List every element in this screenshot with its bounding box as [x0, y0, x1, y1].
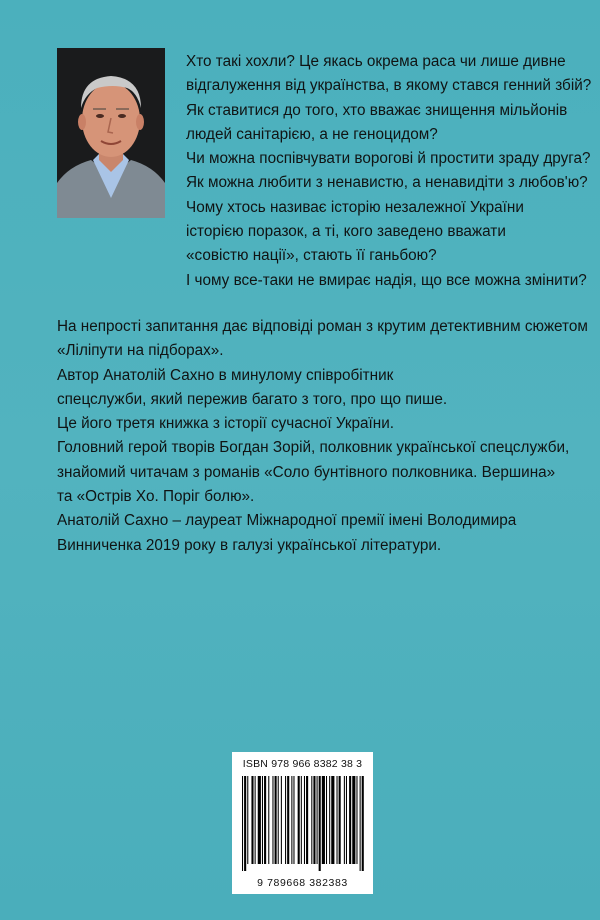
barcode-bar	[268, 776, 269, 864]
description-line: знайомий читачам з романів «Соло бунтівного полковника. Вершина»	[57, 463, 556, 481]
question-line: Хто такі хохли? Це якась окрема раса чи лише дивне	[186, 53, 566, 70]
isbn-label: ISBN 978 966 8382 38 3	[242, 758, 363, 770]
question-line: людей санітарією, а не геноцидом?	[186, 125, 438, 143]
barcode-bar	[291, 776, 292, 864]
barcode-bar	[313, 776, 315, 864]
barcode-bar	[337, 776, 338, 864]
barcode-bar	[285, 776, 286, 864]
barcode-digits: 9 789668 382383	[257, 877, 348, 889]
description-line: На непрості запитання дає відповіді роман з крутим детективним сюжетом	[57, 318, 588, 335]
barcode-bar	[301, 776, 302, 864]
description-line: «Ліліпути на підборах».	[57, 342, 224, 360]
description-line: Винниченка 2019 року в галузі української літератури.	[57, 536, 442, 554]
barcode-bar	[360, 776, 361, 871]
barcode-bar	[346, 776, 347, 864]
description-line: Анатолій Сахно – лауреат Міжнародної премії імені Володимира	[57, 512, 517, 530]
barcode-bar	[311, 776, 312, 864]
barcode-bar	[264, 776, 266, 864]
barcode-bars-icon	[240, 776, 365, 871]
description-line: Це його третя книжка з історії сучасної України.	[57, 415, 395, 433]
question-line: відгалуження від українства, в якому стався генний збій?	[186, 77, 592, 95]
author-photo	[57, 48, 165, 218]
isbn-barcode	[232, 752, 373, 894]
question-line: історією поразок, а ті, кого заведено вважати	[186, 223, 506, 241]
author-portrait-image	[57, 48, 165, 218]
book-description	[57, 315, 588, 558]
question-line: Як ставитися до того, хто вважає знищення мільйонів	[186, 101, 568, 119]
barcode-bar	[362, 776, 364, 871]
barcode-bar	[329, 776, 330, 864]
question-line: І чому все-таки не вмирає надія, що все можна змінити?	[186, 271, 587, 289]
rhetorical-questions	[186, 50, 591, 293]
barcode-bar	[242, 776, 243, 871]
description-line: спецслужби, який пережив багато з того, про що пише.	[57, 390, 448, 408]
barcode-bar	[322, 776, 325, 864]
description-line: Автор Анатолій Сахно в минулому співробітник	[57, 366, 394, 384]
barcode-bar	[262, 776, 263, 864]
barcode-bar	[251, 776, 253, 864]
barcode-bar	[298, 776, 300, 864]
barcode-bar	[319, 776, 321, 871]
barcode-bar	[326, 776, 327, 864]
barcode-bar	[352, 776, 355, 864]
barcode-bar	[331, 776, 334, 864]
question-line: Чи можна поспівчувати ворогові й простити зраду друга?	[186, 150, 591, 168]
barcode-bar	[272, 776, 273, 864]
barcode-bar	[339, 776, 341, 864]
description-line: Головний герой творів Богдан Зорій, полковник української спецслужби,	[57, 439, 570, 457]
barcode-bar	[304, 776, 305, 864]
barcode-bar	[244, 776, 246, 871]
question-line: Як можна любити з ненавистю, а ненавидіти з любов'ю?	[186, 174, 588, 192]
barcode-bar	[275, 776, 277, 864]
barcode-bar	[306, 776, 308, 864]
description-line: та «Острів Хо. Поріг болю».	[57, 488, 255, 506]
barcode-bar	[278, 776, 279, 864]
barcode-bar	[317, 776, 318, 864]
barcode-bar	[258, 776, 261, 864]
barcode-bar	[247, 776, 248, 864]
barcode-bar	[255, 776, 256, 864]
barcode-bar	[287, 776, 289, 864]
barcode-bar	[344, 776, 345, 864]
barcode-bar	[293, 776, 294, 864]
barcode-bar	[356, 776, 357, 864]
question-line: Чому хтось називає історію незалежної України	[186, 198, 524, 216]
question-line: «совістю нації», стають її ганьбою?	[186, 247, 437, 265]
barcode-bar	[281, 776, 282, 864]
barcode-bar	[349, 776, 351, 864]
